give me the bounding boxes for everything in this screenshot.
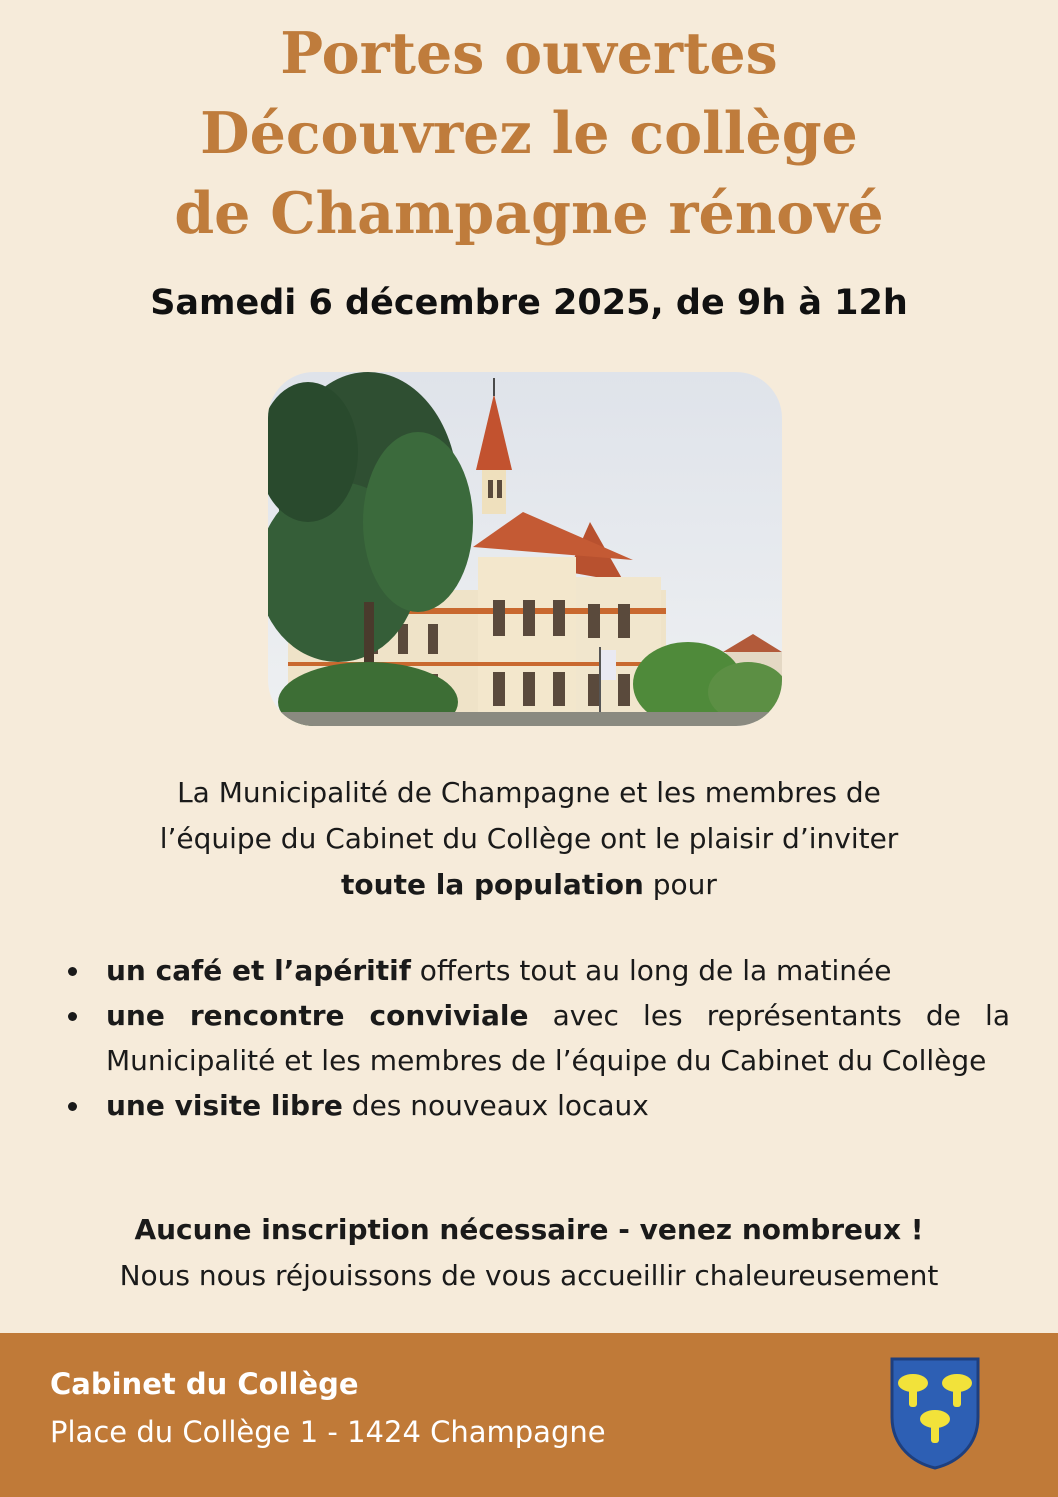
school-building-photo [268, 372, 782, 726]
footer-address: Place du Collège 1 - 1424 Champagne [50, 1415, 606, 1449]
invitation-line-3-rest: pour [643, 868, 717, 901]
list-item-bold: une rencontre conviviale [106, 999, 529, 1032]
title-line-1: Portes ouvertes [280, 20, 778, 87]
call-to-action [0, 1207, 1058, 1299]
list-item [66, 993, 1010, 1083]
invitation-text [0, 770, 1058, 908]
program-list [66, 948, 1010, 1128]
list-item [66, 948, 1010, 993]
event-title [0, 14, 1058, 254]
list-item-text: des nouveaux locaux [342, 1089, 649, 1122]
invitation-emphasis: toute la population [341, 868, 644, 901]
list-item [66, 1083, 1010, 1128]
cta-soft: Nous nous réjouissons de vous accueillir chaleureusement [119, 1259, 939, 1292]
list-item-bold: un café et l’apéritif [106, 954, 411, 987]
title-line-3: de Champagne rénové [174, 180, 884, 247]
invitation-line-3 [0, 862, 1058, 908]
list-item-text: avec les représentants de la Municipalité et les membres de l’équipe du Cabinet du Collège [106, 999, 1010, 1077]
list-item-text: offerts tout au long de la matinée [410, 954, 892, 987]
list-item-bold: une visite libre [106, 1089, 343, 1122]
event-date: Samedi 6 décembre 2025, de 9h à 12h [150, 283, 908, 323]
cta-strong: Aucune inscription nécessaire - venez nombreux ! [134, 1213, 924, 1246]
invitation-line-2: l’équipe du Cabinet du Collège ont le plaisir d’inviter [159, 822, 899, 855]
title-line-2: Découvrez le collège [200, 100, 858, 167]
footer [0, 1333, 1058, 1497]
footer-name: Cabinet du Collège [50, 1367, 359, 1401]
invitation-line-1: La Municipalité de Champagne et les membres de [177, 776, 881, 809]
champagne-coat-of-arms-icon [888, 1355, 982, 1471]
